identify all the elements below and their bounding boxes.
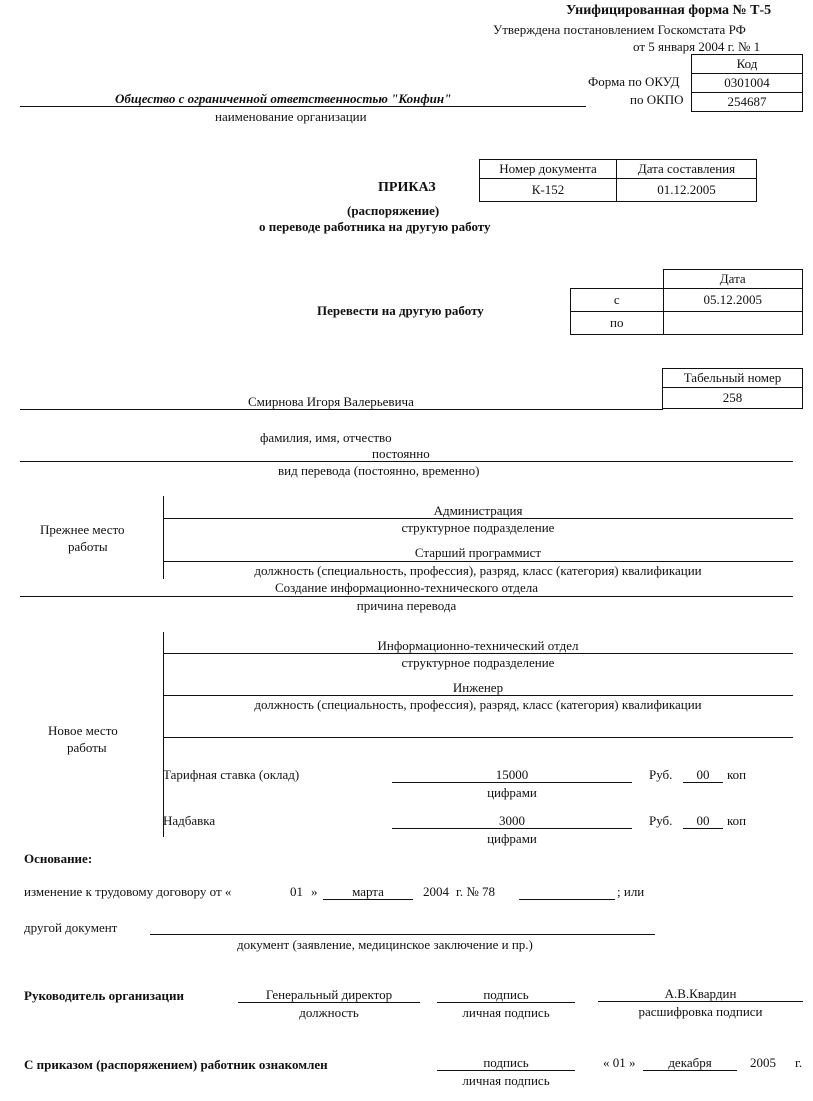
basis-extra-line xyxy=(519,899,615,900)
doc-number-value: К-152 xyxy=(480,179,617,202)
new-position: Инженер xyxy=(452,680,504,695)
rate-kop-value: 00 xyxy=(696,767,710,782)
transfer-type-caption: вид перевода (постоянно, временно) xyxy=(278,463,480,478)
doc-date-header: Дата составления xyxy=(617,160,757,179)
doc-number-header: Номер документа xyxy=(480,160,617,179)
doc-date-value: 01.12.2005 xyxy=(617,179,757,202)
codes-header: Код xyxy=(692,55,803,74)
new-position-caption: должность (специальность, профессия), разряд, класс (категория) квалификации xyxy=(254,697,702,712)
rate-kop: коп xyxy=(727,767,747,782)
transfer-type: постоянно xyxy=(372,446,430,461)
new-label-line2: работы xyxy=(67,740,107,755)
rate-value: 15000 xyxy=(495,767,529,782)
basis-number: г. № 78 xyxy=(456,884,496,899)
basis-contract-text: изменение к трудовому договору от « xyxy=(24,884,232,899)
document-subtitle: (распоряжение) xyxy=(347,203,440,218)
transfer-from-value: 05.12.2005 xyxy=(663,289,803,312)
new-department: Информационно-технический отдел xyxy=(377,638,579,653)
previous-position-caption: должность (специальность, профессия), разряд, класс (категория) квалификации xyxy=(254,563,702,578)
transfer-from-label: с xyxy=(571,289,664,312)
other-document-caption: документ (заявление, медицинское заключение и пр.) xyxy=(237,937,533,952)
okud-label: Форма по ОКУД xyxy=(588,74,680,89)
codes-table xyxy=(691,54,803,112)
ack-signature-caption: личная подпись xyxy=(462,1073,550,1088)
employee-name-caption: фамилия, имя, отчество xyxy=(260,430,392,445)
okud-value: 0301004 xyxy=(692,74,803,93)
bonus-kop: коп xyxy=(727,813,747,828)
previous-department-caption: структурное подразделение xyxy=(401,520,555,535)
basis-year: 2004 xyxy=(423,884,449,899)
previous-label-line2: работы xyxy=(68,539,108,554)
bonus-kop-value: 00 xyxy=(696,813,710,828)
head-signature: подпись xyxy=(483,987,529,1002)
basis-heading: Основание: xyxy=(24,851,93,866)
tab-number-value: 258 xyxy=(663,388,803,409)
basis-quote-close: » xyxy=(311,884,318,899)
new-label-line1: Новое место xyxy=(48,723,118,738)
form-title: Унифицированная форма № Т-5 xyxy=(566,3,772,18)
transfer-to-label: по xyxy=(571,312,664,335)
transfer-type-line xyxy=(20,461,793,462)
head-name: А.В.Квардин xyxy=(664,986,737,1001)
ack-month: декабря xyxy=(668,1055,712,1070)
bonus-caption: цифрами xyxy=(487,831,537,846)
document-title: ПРИКАЗ xyxy=(378,180,436,195)
employee-name: Смирнова Игоря Валерьевича xyxy=(248,394,414,409)
head-name-caption: расшифровка подписи xyxy=(638,1004,763,1019)
transfer-date-header: Дата xyxy=(663,270,803,289)
previous-position: Старший программист xyxy=(414,545,542,560)
organization-line xyxy=(20,106,586,107)
head-position-caption: должность xyxy=(299,1005,359,1020)
okpo-value: 254687 xyxy=(692,93,803,112)
bonus-rub: Руб. xyxy=(649,813,673,828)
other-document-label: другой документ xyxy=(24,920,118,935)
approval-date: от 5 января 2004 г. № 1 xyxy=(633,39,761,54)
organization-caption: наименование организации xyxy=(215,109,367,124)
head-label: Руководитель организации xyxy=(24,988,184,1003)
head-position: Генеральный директор xyxy=(265,987,393,1002)
transfer-reason: Создание информационно-технического отдела xyxy=(274,580,539,595)
transfer-heading: Перевести на другую работу xyxy=(317,303,484,318)
transfer-reason-caption: причина перевода xyxy=(356,598,457,613)
head-signature-caption: личная подпись xyxy=(462,1005,550,1020)
ack-year-suffix: г. xyxy=(795,1055,803,1070)
transfer-to-value xyxy=(663,312,803,335)
tab-number-table xyxy=(662,368,803,409)
document-subject: о переводе работника на другую работу xyxy=(259,219,491,234)
bonus-value: 3000 xyxy=(499,813,525,828)
ack-day: « 01 » xyxy=(603,1055,636,1070)
basis-month: марта xyxy=(352,884,384,899)
rate-rub: Руб. xyxy=(649,767,673,782)
previous-department: Администрация xyxy=(433,503,523,518)
basis-day: 01 xyxy=(290,884,303,899)
ack-signature: подпись xyxy=(483,1055,529,1070)
tab-number-header: Табельный номер xyxy=(663,369,803,388)
rate-label: Тарифная ставка (оклад) xyxy=(163,767,300,782)
okpo-label: по ОКПО xyxy=(630,92,684,107)
rate-caption: цифрами xyxy=(487,785,537,800)
basis-or: ; или xyxy=(617,884,645,899)
ack-label: С приказом (распоряжением) работник ознакомлен xyxy=(24,1057,328,1072)
transfer-date-table xyxy=(570,269,803,335)
previous-label-line1: Прежнее место xyxy=(40,522,125,537)
new-department-caption: структурное подразделение xyxy=(401,655,555,670)
organization-name: Общество с ограниченной ответственностью "Конфин" xyxy=(115,91,452,106)
ack-year: 2005 xyxy=(750,1055,776,1070)
approval-text: Утверждена постановлением Госкомстата РФ xyxy=(493,22,746,37)
other-document-line xyxy=(150,934,655,935)
bonus-label: Надбавка xyxy=(163,813,216,828)
employee-name-line xyxy=(20,409,663,410)
document-table xyxy=(479,159,757,202)
